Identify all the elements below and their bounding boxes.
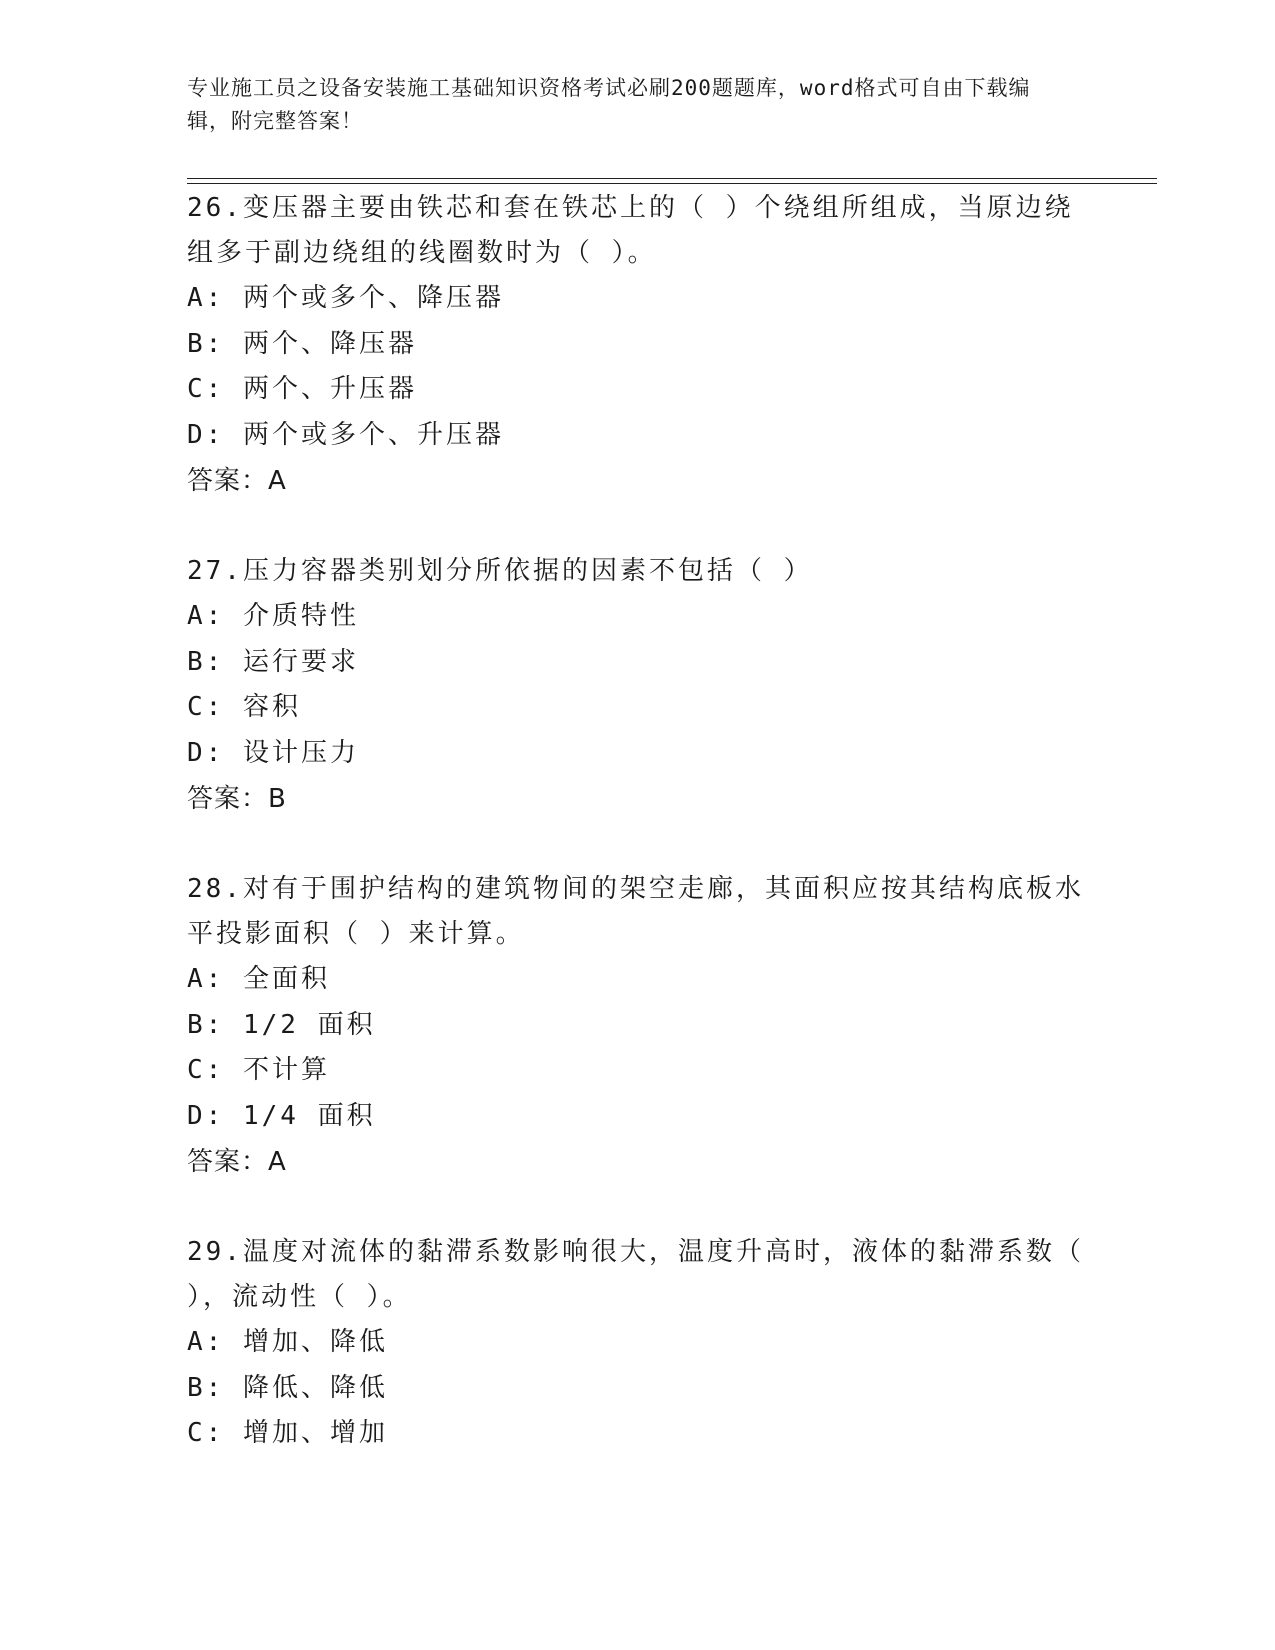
answer-label: 答案： <box>187 1147 269 1177</box>
option-key: B <box>187 1372 206 1403</box>
option-separator: : <box>205 1055 243 1085</box>
option-key: A <box>187 283 206 313</box>
option-text: 降低、降低 <box>242 1372 388 1403</box>
option-key: B <box>187 328 206 359</box>
header-divider-bottom <box>187 183 1157 184</box>
option-key: C <box>187 1055 206 1085</box>
option-text: 两个或多个、降压器 <box>242 283 504 313</box>
question-block <box>187 186 1087 504</box>
option-separator: : <box>205 692 243 722</box>
option-item <box>187 276 1087 322</box>
option-list <box>187 957 1087 1139</box>
option-key: D <box>187 1100 206 1131</box>
option-key: A <box>187 964 206 994</box>
answer-line <box>187 458 1087 504</box>
option-text: 容积 <box>242 692 301 722</box>
answer-value: A <box>268 1147 287 1177</box>
answer-label: 答案： <box>187 784 269 814</box>
option-separator: : <box>205 737 243 768</box>
option-item <box>187 685 1087 731</box>
answer-line <box>187 776 1087 822</box>
option-text: 增加、降低 <box>242 1327 388 1357</box>
option-text: 两个、升压器 <box>242 374 417 404</box>
option-separator: : <box>205 283 243 313</box>
option-text: 运行要求 <box>242 646 359 677</box>
option-text: 不计算 <box>242 1055 330 1085</box>
option-separator: : <box>205 374 243 404</box>
option-key: B <box>187 646 206 677</box>
option-item <box>187 957 1087 1003</box>
option-list <box>187 594 1087 776</box>
option-text: 1/2 面积 <box>242 1009 376 1040</box>
option-text: 两个、降压器 <box>242 328 417 359</box>
question-block <box>187 549 1087 822</box>
option-separator: : <box>205 1418 243 1448</box>
answer-line <box>187 1139 1087 1185</box>
option-separator: : <box>205 1009 243 1040</box>
option-item <box>187 1094 1087 1140</box>
option-separator: : <box>205 328 243 359</box>
option-item <box>187 322 1087 368</box>
answer-label: 答案： <box>187 466 269 496</box>
option-key: C <box>187 1418 206 1448</box>
option-item <box>187 367 1087 413</box>
option-separator: : <box>205 1100 243 1131</box>
option-item <box>187 1411 1087 1457</box>
option-key: D <box>187 737 206 768</box>
option-list <box>187 276 1087 458</box>
option-text: 增加、增加 <box>242 1418 388 1448</box>
option-key: C <box>187 692 206 722</box>
option-separator: : <box>205 1372 243 1403</box>
option-text: 设计压力 <box>242 737 359 768</box>
option-separator: : <box>205 419 243 450</box>
option-list <box>187 1320 1087 1457</box>
option-key: C <box>187 374 206 404</box>
option-text: 介质特性 <box>242 601 359 631</box>
answer-value: B <box>268 784 287 814</box>
option-item <box>187 413 1087 459</box>
option-separator: : <box>205 964 243 994</box>
question-block <box>187 867 1087 1185</box>
option-separator: : <box>205 1327 243 1357</box>
option-item <box>187 640 1087 686</box>
document-header: 专业施工员之设备安装施工基础知识资格考试必刷200题题库，word格式可自由下载编辑，附完整答案！ <box>187 76 1031 133</box>
question-block <box>187 1230 1087 1457</box>
option-key: D <box>187 419 206 450</box>
option-item <box>187 594 1087 640</box>
option-key: B <box>187 1009 206 1040</box>
option-text: 两个或多个、升压器 <box>242 419 504 450</box>
option-text: 全面积 <box>242 964 330 994</box>
question-stem: 26.变压器主要由铁芯和套在铁芯上的（ ）个绕组所组成，当原边绕组多于副边绕组的线圈数时为（ ）。 <box>187 193 1074 268</box>
option-text: 1/4 面积 <box>242 1100 376 1131</box>
option-item <box>187 731 1087 777</box>
question-stem: 28.对有于围护结构的建筑物间的架空走廊，其面积应按其结构底板水平投影面积（ ）来计算。 <box>187 874 1084 949</box>
question-list <box>187 186 1087 1502</box>
header-divider-top <box>187 178 1157 179</box>
option-item <box>187 1320 1087 1366</box>
option-item <box>187 1366 1087 1412</box>
answer-value: A <box>268 466 287 496</box>
option-key: A <box>187 601 206 631</box>
option-key: A <box>187 1327 206 1357</box>
question-stem: 29.温度对流体的黏滞系数影响很大，温度升高时，液体的黏滞系数（ ），流动性（ ）。 <box>187 1237 1084 1312</box>
option-item <box>187 1048 1087 1094</box>
option-separator: : <box>205 601 243 631</box>
option-item <box>187 1003 1087 1049</box>
question-stem: 27.压力容器类别划分所依据的因素不包括（ ） <box>187 556 813 586</box>
option-separator: : <box>205 646 243 677</box>
